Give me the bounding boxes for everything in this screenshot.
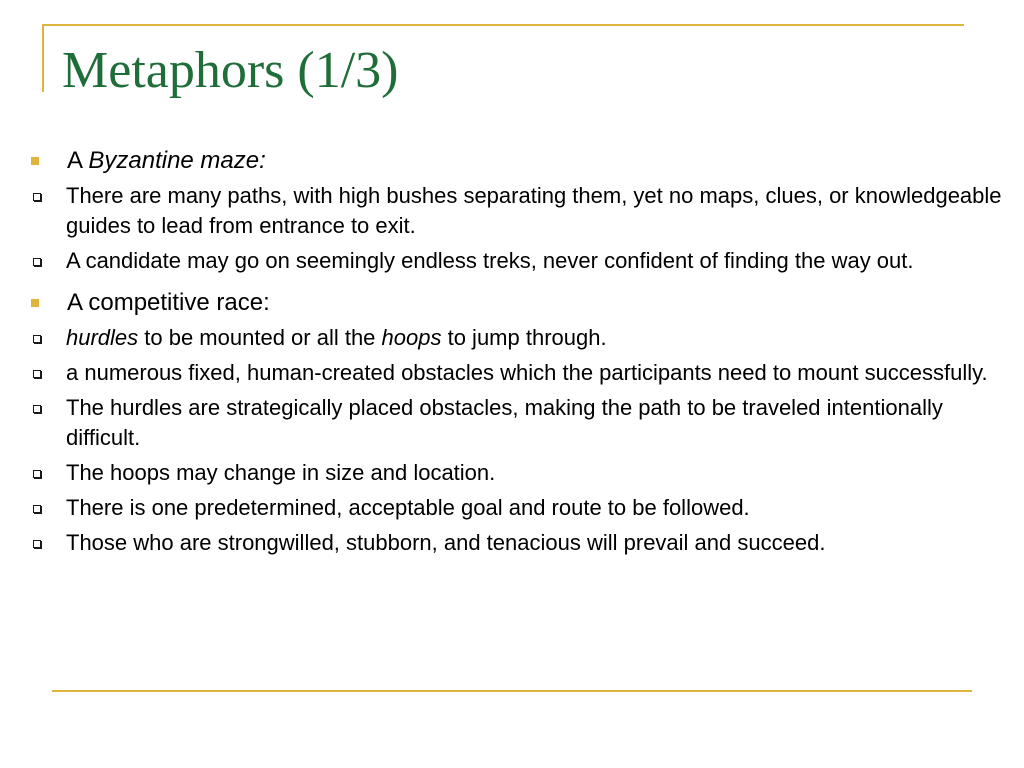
- bullet-text: A competitive race:: [67, 289, 270, 316]
- sub-bullet-text: A candidate may go on seemingly endless treks, never confident of finding the way out.: [66, 248, 914, 273]
- emphasis-hoops: hoops: [381, 325, 442, 350]
- sub-bullet-text: Those who are strongwilled, stubborn, and tenacious will prevail and succeed.: [66, 530, 826, 555]
- sub-bullet-text-end: to jump through.: [441, 325, 607, 350]
- sub-bullet: [30, 246, 1015, 276]
- hollow-square-bullet-icon: [33, 470, 41, 478]
- sub-list-byzantine-maze: [30, 181, 1015, 276]
- square-bullet-icon: [31, 157, 39, 165]
- bullet-competitive-race: [30, 288, 1015, 318]
- sub-bullet: [30, 393, 1015, 453]
- slide-frame-top-rule: [42, 24, 964, 26]
- hollow-square-bullet-icon: [33, 540, 41, 548]
- sub-bullet: [30, 493, 1015, 523]
- sub-bullet-text: The hurdles are strategically placed obstacles, making the path to be traveled intentionally difficult.: [66, 395, 943, 450]
- sub-bullet: [30, 458, 1015, 488]
- sub-bullet-text: The hoops may change in size and location.: [66, 460, 496, 485]
- sub-bullet: [30, 358, 1015, 388]
- sub-bullet-text: There are many paths, with high bushes separating them, yet no maps, clues, or knowledgeable guides to lead from entrance to exit.: [66, 183, 1002, 238]
- sub-list-competitive-race: [30, 323, 1015, 558]
- bullet-emphasis: Byzantine maze:: [88, 147, 266, 174]
- sub-bullet-text: a numerous fixed, human-created obstacles which the participants need to mount successfully.: [66, 360, 988, 385]
- slide-title: Metaphors (1/3): [62, 42, 399, 99]
- sub-bullet: [30, 181, 1015, 241]
- slide-frame-bottom-rule: [52, 690, 972, 692]
- hollow-square-bullet-icon: [33, 505, 41, 513]
- hollow-square-bullet-icon: [33, 370, 41, 378]
- hollow-square-bullet-icon: [33, 193, 41, 201]
- slide-content: [30, 146, 1015, 558]
- hollow-square-bullet-icon: [33, 258, 41, 266]
- bullet-byzantine-maze: [30, 146, 1015, 176]
- slide-frame-left-rule: [42, 24, 44, 92]
- hollow-square-bullet-icon: [33, 335, 41, 343]
- bullet-prefix: A: [67, 147, 89, 174]
- square-bullet-icon: [31, 299, 39, 307]
- sub-bullet: [30, 323, 1015, 353]
- sub-bullet-text-mid: to be mounted or all the: [138, 325, 382, 350]
- sub-bullet-text: There is one predetermined, acceptable goal and route to be followed.: [66, 495, 750, 520]
- sub-bullet: [30, 528, 1015, 558]
- emphasis-hurdles: hurdles: [66, 325, 139, 350]
- hollow-square-bullet-icon: [33, 405, 41, 413]
